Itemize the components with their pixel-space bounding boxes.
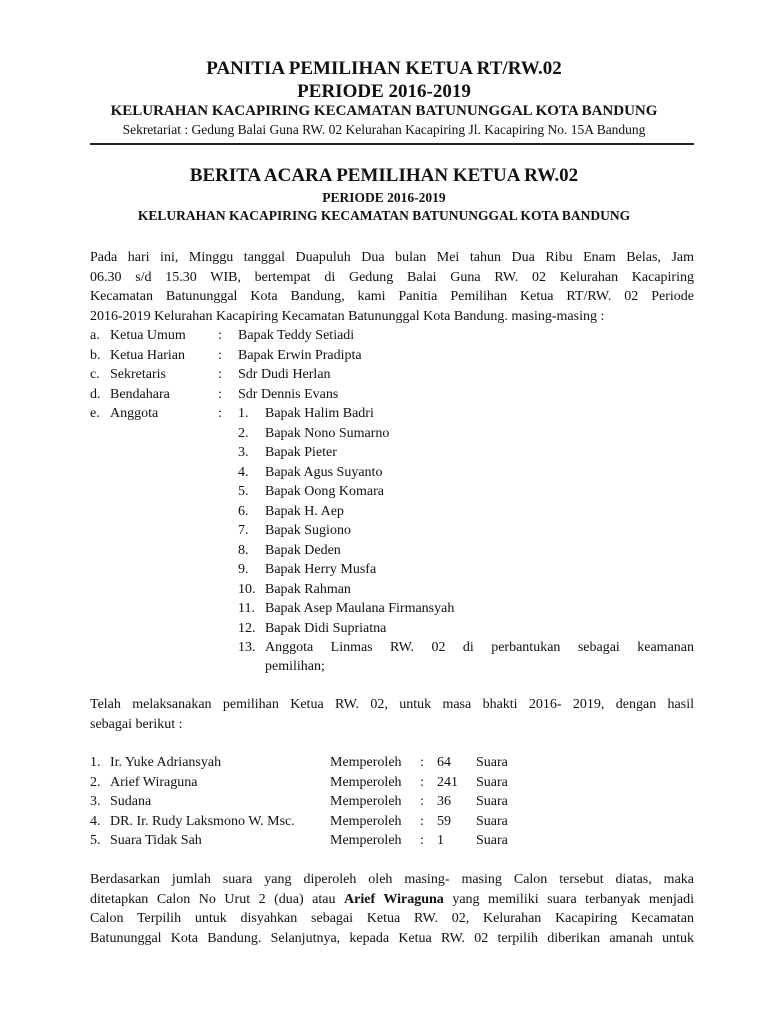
committee-role: Bendahara [110,386,170,402]
result-label: Memperoleh [330,833,402,848]
result-intro-line: sebagai berikut : [90,716,183,732]
vote-count: 1 [437,833,444,848]
letterhead-period: PERIODE 2016-2019 [297,81,471,102]
committee-sep: : [218,328,222,343]
committee-letter: a. [90,328,100,343]
intro-line: 2016-2019 Kelurahan Kacapiring Kecamatan Batununggal Kota Bandung. masing-masing : [90,308,605,324]
member-number: 6. [238,503,249,519]
member-number: 4. [238,464,249,480]
member-number: 3. [238,445,249,460]
member-continuation: pemilihan; [265,659,325,674]
member-number: 2. [238,425,249,441]
conclusion-line: Calon Terpilih untuk disyahkan sebagai Ketua RW. 02, Kelurahan Kacapiring Kecamatan [90,911,694,926]
intro-line: Kecamatan Batununggal Kota Bandung, kami Panitia Pemilihan Ketua RT/RW. 02 Periode [90,289,694,304]
member-name: Bapak Nono Sumarno [265,425,390,441]
committee-letter: b. [90,347,101,363]
result-label: Memperoleh [330,794,402,809]
member-number: 9. [238,562,249,577]
member-name: Bapak Deden [265,542,341,558]
committee-letter: d. [90,386,101,402]
candidate-name: DR. Ir. Rudy Laksmono W. Msc. [110,813,295,829]
member-name: Bapak Herry Musfa [265,562,377,577]
candidate-name: Arief Wiraguna [110,774,198,790]
conclusion-line [90,890,694,910]
result-number: 1. [90,755,101,770]
document-title: BERITA ACARA PEMILIHAN KETUA RW.02 [189,165,579,186]
member-number: 12. [238,620,256,636]
vote-unit: Suara [476,794,508,809]
member-name: Anggota Linmas RW. 02 di perbantukan sebagai keamanan [265,640,694,655]
committee-role: Ketua Harian [110,347,186,363]
committee-name: Bapak Teddy Setiadi [238,328,355,343]
committee-sep: : [218,406,222,421]
committee-sep: : [218,347,222,363]
letterhead-address: Sekretariat : Gedung Balai Guna RW. 02 Kelurahan Kacapiring Jl. Kacapiring No. 15A Bandung [122,122,646,137]
member-name: Bapak Halim Badri [265,406,374,421]
candidate-name: Sudana [110,794,152,809]
result-intro-line: Telah melaksanakan pemilihan Ketua RW. 02, untuk masa bhakti 2016- 2019, dengan hasil [90,697,694,712]
committee-sep: : [218,367,222,382]
conclusion-text: yang memiliki suara terbanyak menjadi [443,891,694,907]
member-name: Bapak Sugiono [265,523,351,538]
member-name: Bapak Didi Supriatna [265,620,387,636]
conclusion-text: ditetapkan Calon No Urut 2 (dua) atau [90,891,345,907]
member-name: Bapak Agus Suyanto [265,464,383,480]
committee-letter: c. [90,367,100,382]
result-label: Memperoleh [330,755,402,770]
member-name: Bapak Asep Maulana Firmansyah [265,601,455,616]
committee-name: Sdr Dudi Herlan [238,367,331,382]
result-number: 3. [90,794,101,809]
member-name: Bapak Oong Komara [265,484,384,499]
member-name: Bapak Rahman [265,581,351,597]
committee-name: Sdr Dennis Evans [238,386,339,402]
vote-unit: Suara [476,755,508,770]
letterhead-subtitle: KELURAHAN KACAPIRING KECAMATAN BATUNUNGGAL KOTA BANDUNG [110,103,658,119]
member-number: 13. [238,640,256,655]
result-number: 2. [90,774,101,790]
member-number: 10. [238,581,256,597]
vote-count: 64 [437,755,451,770]
result-sep: : [420,813,424,829]
committee-role: Ketua Umum [110,328,186,343]
vote-unit: Suara [476,774,508,790]
letterhead-title: PANITIA PEMILIHAN KETUA RT/RW.02 [206,58,562,79]
vote-count: 241 [437,774,458,790]
document-period: PERIODE 2016-2019 [322,190,446,205]
committee-role: Anggota [110,406,159,421]
result-sep: : [420,794,424,809]
committee-sep: : [218,386,222,402]
result-label: Memperoleh [330,774,402,790]
member-name: Bapak H. Aep [265,503,344,519]
candidate-name: Ir. Yuke Adriansyah [110,755,222,770]
member-number: 7. [238,523,249,538]
result-sep: : [420,755,424,770]
intro-line: Pada hari ini, Minggu tanggal Duapuluh Dua bulan Mei tahun Dua Ribu Enam Belas, Jam [90,250,694,265]
member-name: Bapak Pieter [265,445,337,460]
result-label: Memperoleh [330,813,402,829]
document-subtitle: KELURAHAN KACAPIRING KECAMATAN BATUNUNGGAL KOTA BANDUNG [137,208,631,223]
candidate-name: Suara Tidak Sah [110,833,202,848]
conclusion-line: Berdasarkan jumlah suara yang diperoleh oleh masing- masing Calon tersebut diatas, maka [90,872,694,887]
letterhead-divider [90,143,694,145]
committee-name: Bapak Erwin Pradipta [238,347,362,363]
elected-name: Arief Wiraguna [344,891,444,907]
member-number: 8. [238,542,249,558]
vote-unit: Suara [476,813,508,829]
intro-line: 06.30 s/d 15.30 WIB, bertempat di Gedung Balai Guna RW. 02 Kelurahan Kacapiring [90,269,694,285]
vote-unit: Suara [476,833,508,848]
member-number: 11. [238,601,255,616]
result-sep: : [420,774,424,790]
vote-count: 36 [437,794,451,809]
vote-count: 59 [437,813,451,829]
committee-role: Sekretaris [110,367,166,382]
result-number: 4. [90,813,101,829]
member-number: 1. [238,406,249,421]
conclusion-line: Batununggal Kota Bandung. Selanjutnya, kepada Ketua RW. 02 terpilih diberikan amanah untuk [90,930,694,946]
result-number: 5. [90,833,101,848]
member-number: 5. [238,484,249,499]
result-sep: : [420,833,424,848]
committee-letter: e. [90,406,100,421]
